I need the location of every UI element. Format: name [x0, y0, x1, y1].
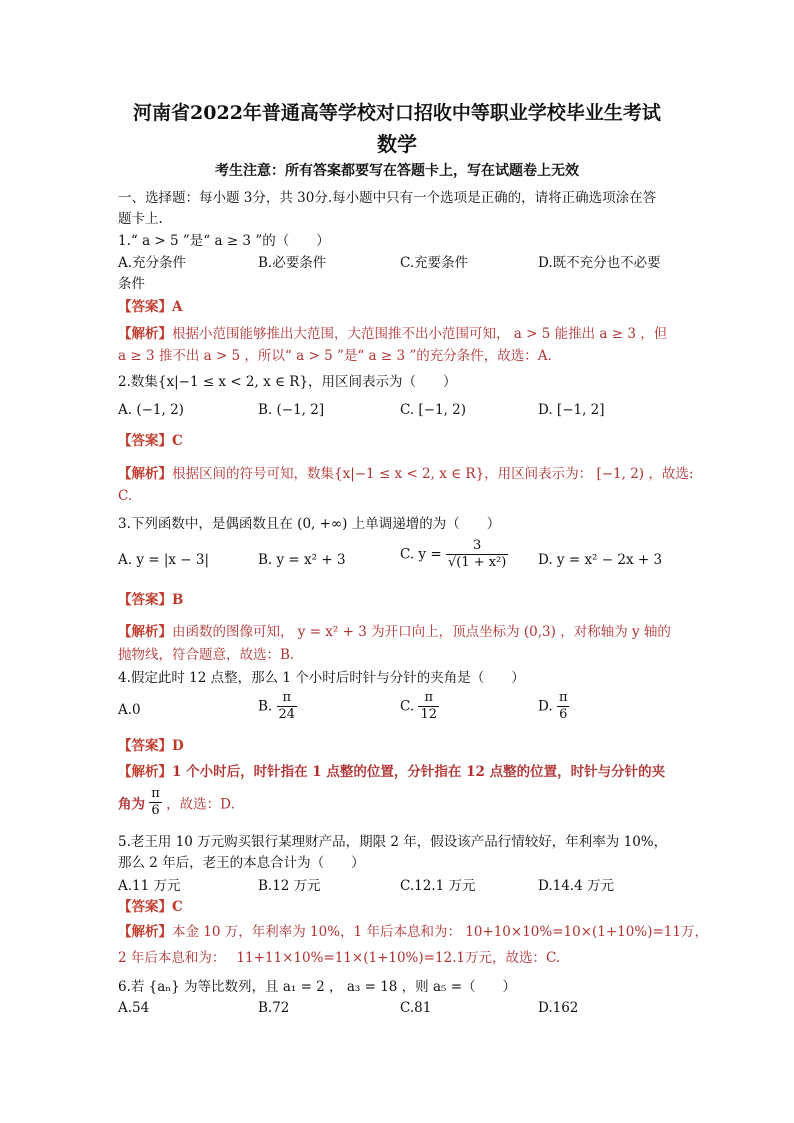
q1-option-d: D.既不充分也不必要	[538, 255, 661, 271]
q3-option-c-numerator: 3	[446, 538, 508, 555]
q4-option-c-denominator: 12	[420, 707, 437, 722]
q5-option-d: D.14.4 万元	[538, 878, 614, 894]
q5-analysis-cont	[118, 946, 560, 966]
q3-option-b: B. y = x² + 3	[258, 552, 346, 568]
q6-option-d: D.162	[538, 1000, 579, 1016]
q4-analysis-pre: 角为	[118, 796, 145, 813]
q3-option-d: D. y = x² − 2x + 3	[538, 552, 663, 568]
q2-analysis-text-2: C.	[118, 488, 133, 504]
q6-option-a: A.54	[118, 1000, 150, 1016]
analysis-label: 【解析】	[118, 764, 172, 780]
question-5-stem: 5.老王用 10 万元购买银行某理财产品，期限 2 年，假设该产品行情较好，年利率为 10%，	[118, 834, 668, 850]
q3-option-c-denominator: √(1 + x²)	[447, 555, 507, 570]
q5-option-b: B.12 万元	[258, 878, 321, 894]
q1-analysis	[118, 322, 667, 342]
exam-notice: 考生注意：所有答案都要写在答题卡上，写在试题卷上无效	[215, 163, 579, 179]
question-3-stem: 3.下列函数中，是偶函数且在 (0, +∞) 上单调递增的为（ ）	[118, 516, 501, 532]
q4-option-c-label: C.	[400, 698, 415, 715]
q4-analysis-text: 1 个小时后，时针指在 1 点整的位置，分针指在 12 点整的位置，时针与分针的夹	[172, 764, 666, 780]
q4-option-c-numerator: π	[418, 690, 439, 707]
analysis-label: 【解析】	[118, 924, 172, 940]
question-4-stem: 4.假定此时 12 点整，那么 1 个小时后时针与分针的夹角是（ ）	[118, 670, 525, 686]
q4-analysis-cont	[118, 786, 235, 819]
q4-option-a: A.0	[118, 702, 141, 718]
q5-analysis	[118, 920, 708, 940]
q4-analysis-denominator: 6	[151, 803, 160, 818]
q1-analysis-cont	[118, 344, 552, 364]
q4-option-b-numerator: π	[277, 690, 298, 707]
q4-option-b-label: B.	[258, 698, 273, 715]
q3-option-c-fraction	[446, 538, 508, 571]
q4-analysis-post: ，故选：D.	[166, 796, 235, 813]
q4-answer-value: D	[172, 738, 184, 754]
q3-answer	[118, 588, 183, 608]
q1-answer-value: A	[172, 299, 183, 315]
section-intro: 一、选择题：每小题 3分，共 30分.每小题中只有一个选项是正确的，请将正确选项涂在答	[118, 190, 657, 206]
q4-option-d-fraction	[557, 690, 570, 723]
answer-label: 【答案】	[118, 299, 172, 315]
question-6-stem: 6.若 {aₙ} 为等比数列，且 a₁ = 2 ， a₃ = 18 ，则 a₅ =（ ）	[118, 979, 517, 995]
q4-option-b	[258, 690, 297, 723]
q2-option-a: A. (−1, 2)	[118, 402, 184, 418]
q5-analysis-text: 本金 10 万，年利率为 10%，1 年后本息和为： 10+10×10%=10×(1+10%)=11万，	[172, 924, 708, 940]
q1-option-d-wrap: 条件	[118, 276, 145, 292]
q3-analysis-text: 由函数的图像可知， y = x² + 3 为开口向上，顶点坐标为 (0,3) ，对称轴为 y 轴的	[172, 624, 671, 640]
q4-answer	[118, 734, 184, 754]
q6-option-c: C.81	[400, 1000, 432, 1016]
answer-label: 【答案】	[118, 433, 172, 449]
question-1-stem: 1.“ a > 5 ”是“ a ≥ 3 ”的（ ）	[118, 233, 330, 249]
q2-option-d: D. [−1, 2]	[538, 402, 605, 418]
q4-option-d	[538, 690, 569, 723]
q5-answer	[118, 895, 183, 915]
analysis-label: 【解析】	[118, 466, 172, 482]
q2-analysis-text: 根据区间的符号可知，数集{x|−1 ≤ x < 2, x ∈ R}，用区间表示为： [−1, 2) ，故选:	[172, 466, 694, 482]
q2-option-b: B. (−1, 2]	[258, 402, 325, 418]
q2-analysis-cont	[118, 488, 132, 504]
q3-analysis-text-2: 抛物线，符合题意，故选：B.	[118, 647, 295, 663]
q3-analysis-cont	[118, 643, 294, 663]
answer-label: 【答案】	[118, 592, 172, 608]
q5-analysis-text-2: 2 年后本息和为： 11+11×10%=11×(1+10%)=12.1万元，故选：C.	[118, 950, 561, 966]
q3-option-a: A. y = |x − 3|	[118, 552, 210, 568]
q4-option-b-fraction	[277, 690, 298, 723]
q1-answer	[118, 295, 182, 315]
q3-option-c	[400, 538, 508, 571]
q6-option-b: B.72	[258, 1000, 290, 1016]
q1-analysis-text-2: a ≥ 3 推不出 a > 5 ，所以“ a > 5 ”是“ a ≥ 3 ”的充分条件，故选：A.	[118, 348, 552, 364]
q2-answer	[118, 429, 183, 449]
q1-option-c: C.充要条件	[400, 255, 469, 271]
q1-option-b: B.必要条件	[258, 255, 327, 271]
analysis-label: 【解析】	[118, 624, 172, 640]
answer-label: 【答案】	[118, 899, 172, 915]
q4-option-d-label: D.	[538, 698, 553, 715]
q2-analysis	[118, 462, 693, 482]
q5-answer-value: C	[172, 899, 183, 915]
q4-analysis-fraction	[149, 786, 162, 819]
q4-analysis-numerator: π	[151, 786, 160, 801]
q4-option-d-numerator: π	[558, 690, 568, 705]
exam-title: 河南省2022年普通高等学校对口招收中等职业学校毕业生考试	[133, 102, 661, 124]
q1-analysis-text: 根据小范围能够推出大范围，大范围推不出小范围可知， a > 5 能推出 a ≥ 3 ，但	[172, 326, 668, 342]
analysis-label: 【解析】	[118, 326, 172, 342]
q3-option-c-label: C. y =	[400, 546, 442, 563]
q5-option-a: A.11 万元	[118, 878, 181, 894]
q1-option-a: A.充分条件	[118, 255, 187, 271]
answer-label: 【答案】	[118, 738, 172, 754]
q4-option-c-fraction	[418, 690, 439, 723]
q4-analysis	[118, 760, 665, 780]
q2-answer-value: C	[172, 433, 183, 449]
q3-analysis	[118, 620, 671, 640]
question-2-stem: 2.数集{x|−1 ≤ x < 2, x ∈ R}，用区间表示为（ ）	[118, 374, 457, 390]
question-5-stem-cont: 那么 2 年后，老王的本息合计为（ ）	[118, 855, 365, 871]
q5-option-c: C.12.1 万元	[400, 878, 476, 894]
q4-option-c	[400, 690, 439, 723]
q3-answer-value: B	[172, 592, 184, 608]
q4-option-b-denominator: 24	[278, 707, 296, 722]
q4-option-d-denominator: 6	[559, 707, 568, 722]
section-intro-cont: 题卡上.	[118, 211, 163, 227]
exam-subject: 数学	[377, 132, 417, 156]
q2-option-c: C. [−1, 2)	[400, 402, 467, 418]
